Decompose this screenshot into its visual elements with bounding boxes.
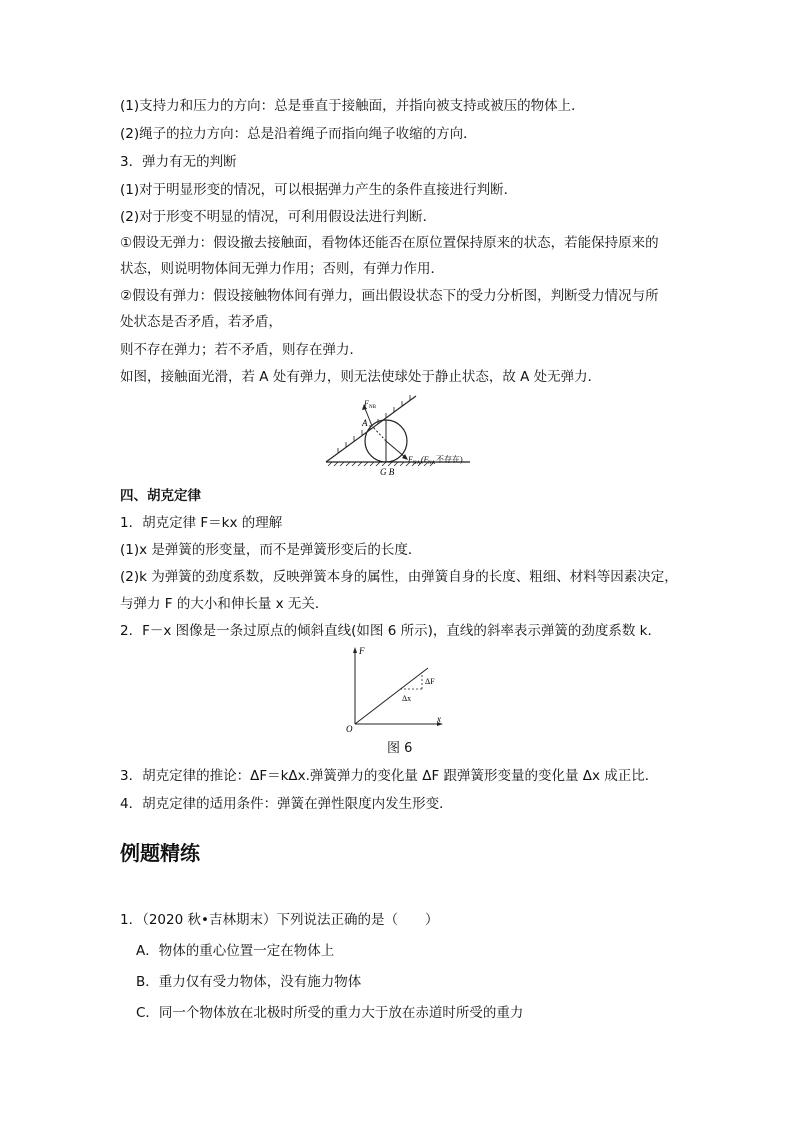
axis-x-label: x [437,714,441,724]
hooke-line-1: 1．胡克定律 F＝kx 的理解 [120,515,283,531]
fna-label-sub: NA [413,461,421,466]
delta-x-label: Δx [402,694,412,703]
examples-heading: 例题精练 [120,841,200,865]
text-line-1: (1)支持力和压力的方向：总是垂直于接触面，并指向被支持或被压的物体上． [120,98,585,114]
fnb-label: F [364,399,369,408]
f-x-line [355,668,428,724]
option-c: C．同一个物体放在北极时所受的重力大于放在赤道时所受的重力 [136,1005,524,1021]
fna-note-open: (F [421,455,429,464]
text-line-10: 则不存在弹力；若不矛盾，则存在弹力． [120,342,363,358]
question-1: 1．（2020 秋•吉林期末）下列说法正确的是（ ） [120,912,439,928]
text-line-7: 状态，则说明物体间无弹力作用；否则，有弹力作用． [120,261,444,277]
option-a: A．物体的重心位置一定在物体上 [136,943,335,959]
radius-to-a [372,426,386,441]
text-line-11: 如图，接触面光滑，若 A 处有弹力，则无法使球处于静止状态，故 A 处无弹力． [120,369,602,385]
point-a-label: A [362,418,368,428]
hooke-line-4: 与弹力 F 的大小和伸长量 x 无关． [120,596,329,612]
origin-label: O [346,724,353,734]
fna-label: F [408,455,413,464]
hooke-line-7: 4．胡克定律的适用条件：弹簧在弹性限度内发生形变． [120,796,453,812]
text-line-5: (2)对于形变不明显的情况，可利用假设法进行判断． [120,209,437,225]
text-line-8: ②假设有弹力：假设接触物体间有弹力，画出假设状态下的受力分析图，判断受力情况与所 [120,288,659,304]
text-line-6: ①假设无弹力：假设撤去接触面，看物体还能否在原位置保持原来的状态，若能保持原来的 [120,235,659,251]
text-line-2: (2)绳子的拉力方向：总是沿着绳子而指向绳子收缩的方向． [120,126,477,142]
fna-note-end: 不存在) [436,455,463,464]
section-heading-hooke: 四、胡克定律 [120,488,201,504]
text-line-4: (1)对于明显形变的情况，可以根据弹力产生的条件直接进行判断． [120,182,518,198]
delta-f-label: ΔF [425,677,435,686]
y-axis-arrowhead [353,647,357,653]
option-b: B．重力仅有受力物体，没有施力物体 [136,974,362,990]
fna-note-sub: NA [428,461,436,466]
gb-label: G B [380,467,395,477]
hooke-line-3: (2)k 为弹簧的劲度系数，反映弹簧本身的属性，由弹簧自身的长度、粗细、材料等因素决定， [120,569,678,585]
figure-6-caption: 图 6 [387,741,413,756]
text-line-9: 处状态是否矛盾，若矛盾， [120,314,282,330]
text-line-3: 3．弹力有无的判断 [120,154,237,170]
axis-y-label: F [359,646,365,656]
fnb-label-sub: NB [369,405,376,410]
hooke-line-6: 3．胡克定律的推论：ΔF＝kΔx.弹簧弹力的变化量 ΔF 跟弹簧形变量的变化量 Δx 成正比． [120,768,659,784]
hooke-line-5: 2．F－x 图像是一条过原点的倾斜直线(如图 6 所示)，直线的斜率表示弹簧的劲度系数 k. [120,623,652,639]
ball-incline-figure [318,392,478,482]
hooke-line-2: (1)x 是弹簧的形变量，而不是弹簧形变后的长度． [120,542,422,558]
f-x-graph [340,644,450,736]
fna-arrow [386,441,406,458]
